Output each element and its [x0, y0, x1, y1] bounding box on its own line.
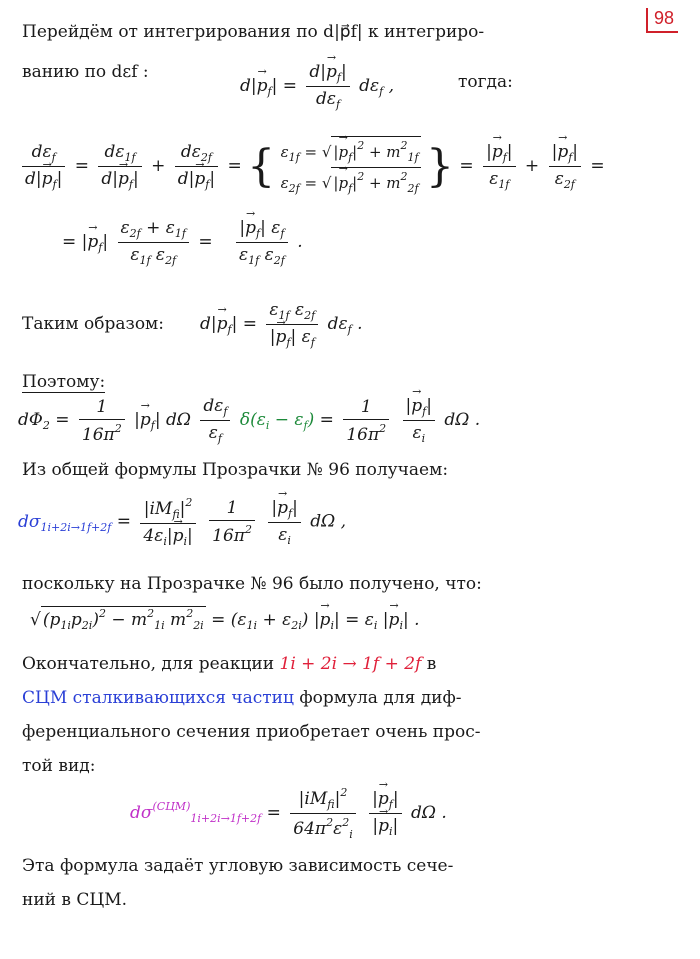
derivative-equation: $\frac{d\varepsilon_f}{d|\to p_f|}$ = $\frac{d\varepsilon_{1f}}{d|\to p_f|}$ + $\frac{d\varepsilon_{2f}}{d|\to p_f|}$ = { $\varepsilon_{1f}$ = √ |→ $p_f|^2 + m^2_{1f}$ $\varepsilon_{2f}$ = √ |→ $p_f|^2 + m^2_{2f}$ } = $\frac{|\to p_f|}{\varepsilon_{1f}}$ + $\frac{|\to p_f|}{\varepsilon_{2f}}$ =: [18, 136, 605, 197]
intro-line-2: ванию по dεf :: [22, 62, 149, 82]
then-word: тогда:: [458, 72, 513, 92]
reaction-formula: 1i + 2i → 1f + 2f: [279, 654, 422, 674]
dp-result-formula: $d|\to p_f|$ = $\frac{\varepsilon_{1f} \varepsilon_{2f}}{|\to p_f| \varepsilon_f}$ $d\varepsilon_f$ .: [200, 300, 363, 349]
final-text-1b: в: [426, 654, 437, 674]
flux-relation: √ $(p_{1i}p_{2i})^2 - m^2_{1i}$ $m^2_{2i} = (\varepsilon_{1i} + \varepsilon_{2i})$ |→ $p_i| = \varepsilon_i$ |→ $p_i|$ .: [30, 606, 420, 632]
final-text-1a: Окончательно, для реакции: [22, 654, 275, 674]
dp-equals-formula: $d|\to p_f|$ = $\frac{d|\to p_f|}{d\varepsilon_f}$ $d\varepsilon_f$ ,: [240, 62, 394, 111]
final-text-2b: формула для диф-: [299, 688, 462, 708]
final-line-3: ференциального сечения приобретает очень прос-: [22, 722, 481, 742]
therefore-text: Поэтому:: [22, 372, 106, 392]
final-cross-section-formula: $d\sigma^{(СЦМ)}_{1i+2i\to 1f+2f}$ = $\frac{|iM_{fi}|^2}{64\pi^2\varepsilon^2_i}$ $\frac{|\to p_f|}{|\to p_i|}$ dΩ .: [130, 786, 447, 841]
closing-line-2: ний в СЦМ.: [22, 890, 128, 910]
closing-line-1: Эта формула задаёт угловую зависимость сече-: [22, 856, 454, 876]
thus-label: Таким образом:: [22, 314, 165, 334]
since-line: поскольку на Прозрачке № 96 было получено, что:: [22, 574, 482, 594]
final-line-2: [22, 688, 462, 708]
general-formula-line: Из общей формулы Прозрачки № 96 получаем:: [22, 460, 449, 480]
final-line-1: [22, 654, 436, 674]
phase-space-formula: $d\Phi_2$ = $\frac{1}{16\pi^2}$ |→ $p_f|$ dΩ $\frac{d\varepsilon_f}{\varepsilon_f}$ $\delta(\varepsilon_i - \varepsilon_f)$ = $\frac{1}{16\pi^2}$ $\frac{|\to p_f|}{\varepsilon_i}$ dΩ .: [18, 396, 480, 445]
therefore-label: [22, 372, 105, 392]
delta-function: $\delta(\varepsilon_i - \varepsilon_f)$: [239, 410, 315, 432]
page-number: 98: [646, 8, 678, 33]
cm-label: СЦМ сталкивающихся частиц: [22, 688, 294, 708]
intro-line-1: Перейдём от интегрирования по d|p⃗f| к интегриро-: [22, 22, 485, 42]
cross-section-formula: $d\sigma_{1i+2i\to 1f+2f}$ = $\frac{|iM_{fi}|^2}{4\varepsilon_i|\to p_i|}$ $\frac{1}{16\pi^2}$ $\frac{|\to p_f|}{\varepsilon_i}$ dΩ ,: [18, 496, 346, 548]
final-line-4: той вид:: [22, 756, 96, 776]
derivative-continuation: = |→ $p_f|$ $\frac{\varepsilon_{2f} + \varepsilon_{1f}}{\varepsilon_{1f} \varepsilon_{2f}}$ = $\frac{|\to p_f| \varepsilon_f}{\varepsilon_{1f} \varepsilon_{2f}}$ .: [62, 218, 303, 267]
